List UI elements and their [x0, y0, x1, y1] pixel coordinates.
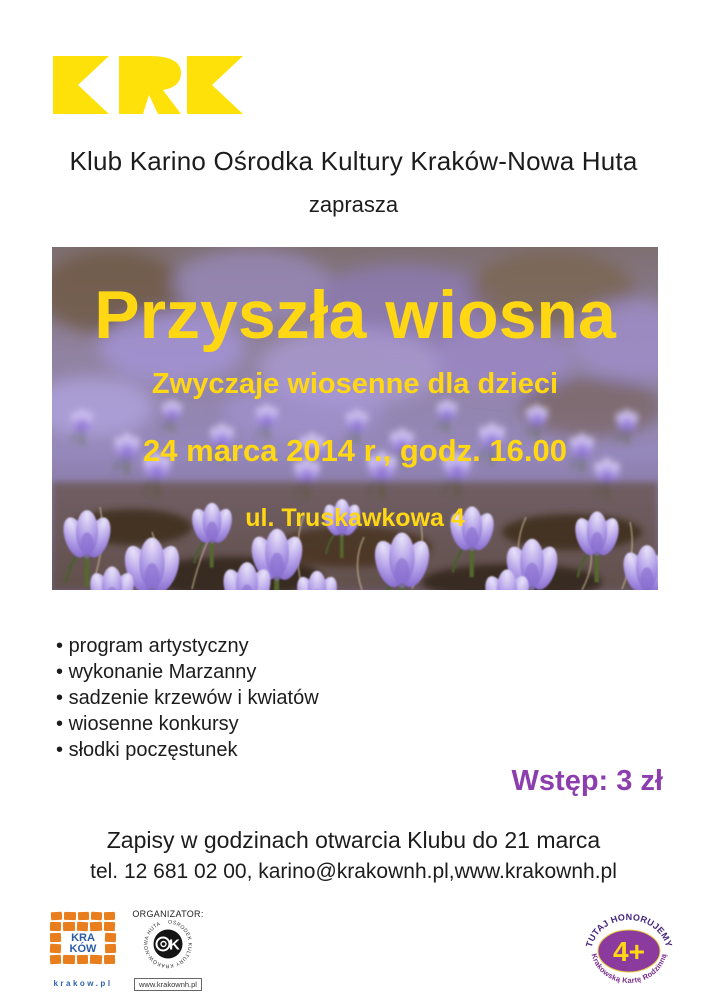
organizer-url: www.krakownh.pl — [134, 978, 202, 991]
badge-value: 4+ — [613, 936, 645, 967]
program-item: • program artystyczny — [56, 633, 319, 659]
event-datetime: 24 marca 2014 r., godz. 16.00 — [143, 433, 567, 468]
badge-arc-top: TUTAJ HONORUJEMY — [584, 911, 674, 949]
contact-info: tel. 12 681 02 00, karino@krakownh.pl,www.krakownh.pl — [90, 860, 617, 883]
event-address: ul. Truskawkowa 4 — [245, 504, 465, 532]
admission-price: Wstęp: 3 zł — [511, 765, 663, 797]
signup-info: Zapisy w godzinach otwarcia Klubu do 21 marca — [106, 827, 601, 853]
program-list — [56, 633, 319, 763]
family-card-badge — [584, 910, 674, 990]
krakow-mosaic-icon — [48, 911, 118, 973]
event-subtitle: Zwyczaje wiosenne dla dzieci — [151, 368, 559, 400]
krakow-text-line1: KRA — [71, 932, 95, 944]
invitation-text: zaprasza — [308, 192, 399, 217]
krakow-url: krakow.pl — [53, 979, 113, 988]
krk-logo — [53, 56, 243, 114]
program-item: • wykonanie Marzanny — [56, 659, 319, 685]
organizer-monogram: K — [169, 936, 180, 954]
program-item: • słodki poczęstunek — [56, 737, 319, 763]
badge-arc-bottom: Krakowską Kartę Rodzinną — [589, 952, 669, 986]
organization-title: Klub Karino Ośrodka Kultury Kraków-Nowa Huta — [69, 146, 638, 176]
program-item: • sadzenie krzewów i kwiatów — [56, 685, 319, 711]
organizer-logo — [128, 909, 208, 992]
crocus-photo — [52, 247, 658, 590]
organizer-ring-text: OŚRODEK KULTURY KRAKÓW-NOWA HUTA — [143, 919, 193, 969]
four-plus-badge-icon — [584, 910, 674, 990]
event-title: Przyszła wiosna — [94, 277, 616, 353]
krk-logo-icon — [53, 56, 243, 114]
ok-circle-icon — [140, 919, 196, 969]
organizer-label: ORGANIZATOR: — [132, 909, 204, 919]
krakow-text-line2: KÓW — [69, 943, 97, 955]
program-item: • wiosenne konkursy — [56, 711, 319, 737]
krakow-logo — [46, 911, 120, 988]
